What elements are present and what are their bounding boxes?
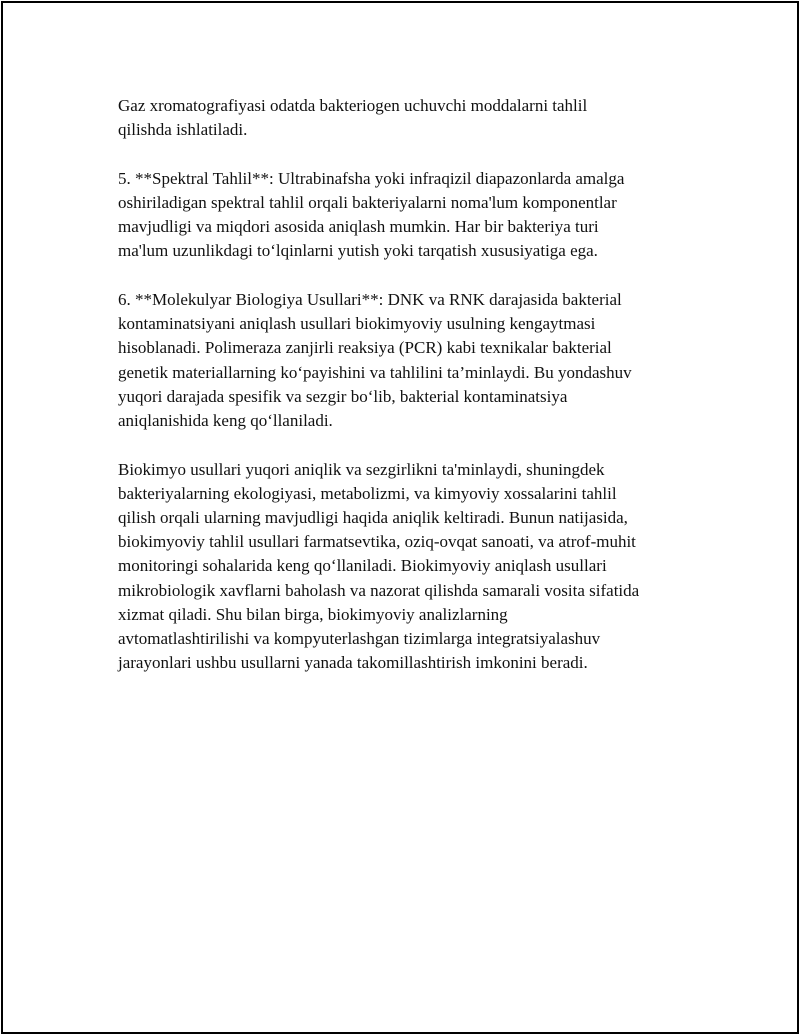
- text-line: mavjudligi va miqdori asosida aniqlash mumkin. Har bir bakteriya turi: [118, 217, 599, 237]
- text-line: xizmat qiladi. Shu bilan birga, biokimyoviy analizlarning: [118, 604, 508, 624]
- text-line: kontaminatsiyani aniqlash usullari biokimyoviy usulning kengaytmasi: [118, 314, 596, 334]
- text-line: 6. **Molekulyar Biologiya Usullari**: DNK va RNK darajasida bakterial: [118, 290, 622, 309]
- text-line: qilish orqali ularning mavjudligi haqida aniqlik keltiradi. Bunun natijasida,: [118, 508, 628, 528]
- text-line: bakteriyalarning ekologiyasi, metabolizmi, va kimyoviy xossalarini tahlil: [118, 483, 617, 503]
- text-line: jarayonlari ushbu usullarni yanada takomillashtirish imkonini beradi.: [118, 653, 588, 673]
- text-line: Gaz xromatografiyasi odatda bakteriogen uchuvchi moddalarni tahlil: [118, 96, 588, 115]
- text-line: avtomatlashtirilishi va kompyuterlashgan tizimlarga integratsiyalashuv: [118, 629, 601, 649]
- text-line: monitoringi sohalarida keng qo‘llaniladi. Biokimyoviy aniqlash usullari: [118, 556, 607, 576]
- text-line: mikrobiologik xavflarni baholash va nazorat qilishda samarali vosita sifatida: [118, 580, 640, 600]
- text-line: 5. **Spektral Tahlil**: Ultrabinafsha yoki infraqizil diapazonlarda amalga: [118, 168, 625, 188]
- paragraph-gas-chromatography: [118, 94, 684, 142]
- text-line: yuqori darajada spesifik va sezgir bo‘lib, bakterial kontaminatsiya: [118, 386, 568, 406]
- text-line: genetik materiallarning ko‘payishini va tahlilini ta’minlaydi. Bu yondashuv: [118, 362, 632, 382]
- text-line: biokimyoviy tahlil usullari farmatsevtika, oziq-ovqat sanoati, va atrof-muhit: [118, 532, 636, 552]
- document-body: [118, 94, 684, 700]
- text-line: qilishda ishlatiladi.: [118, 120, 248, 140]
- text-line: aniqlanishida keng qo‘llaniladi.: [118, 411, 333, 431]
- text-line: oshiriladigan spektral tahlil orqali bakteriyalarni noma'lum komponentlar: [118, 193, 617, 212]
- paragraph-spectral-analysis: [118, 167, 684, 264]
- text-line: Biokimyo usullari yuqori aniqlik va sezgirlikni ta'minlaydi, shuningdek: [118, 459, 605, 479]
- paragraph-conclusion: [118, 458, 684, 676]
- text-line: hisoblanadi. Polimeraza zanjirli reaksiya (PCR) kabi texnikalar bakterial: [118, 338, 612, 358]
- paragraph-molecular-biology: [118, 288, 684, 433]
- text-line: ma'lum uzunlikdagi to‘lqinlarni yutish yoki tarqatish xususiyatiga ega.: [118, 241, 598, 261]
